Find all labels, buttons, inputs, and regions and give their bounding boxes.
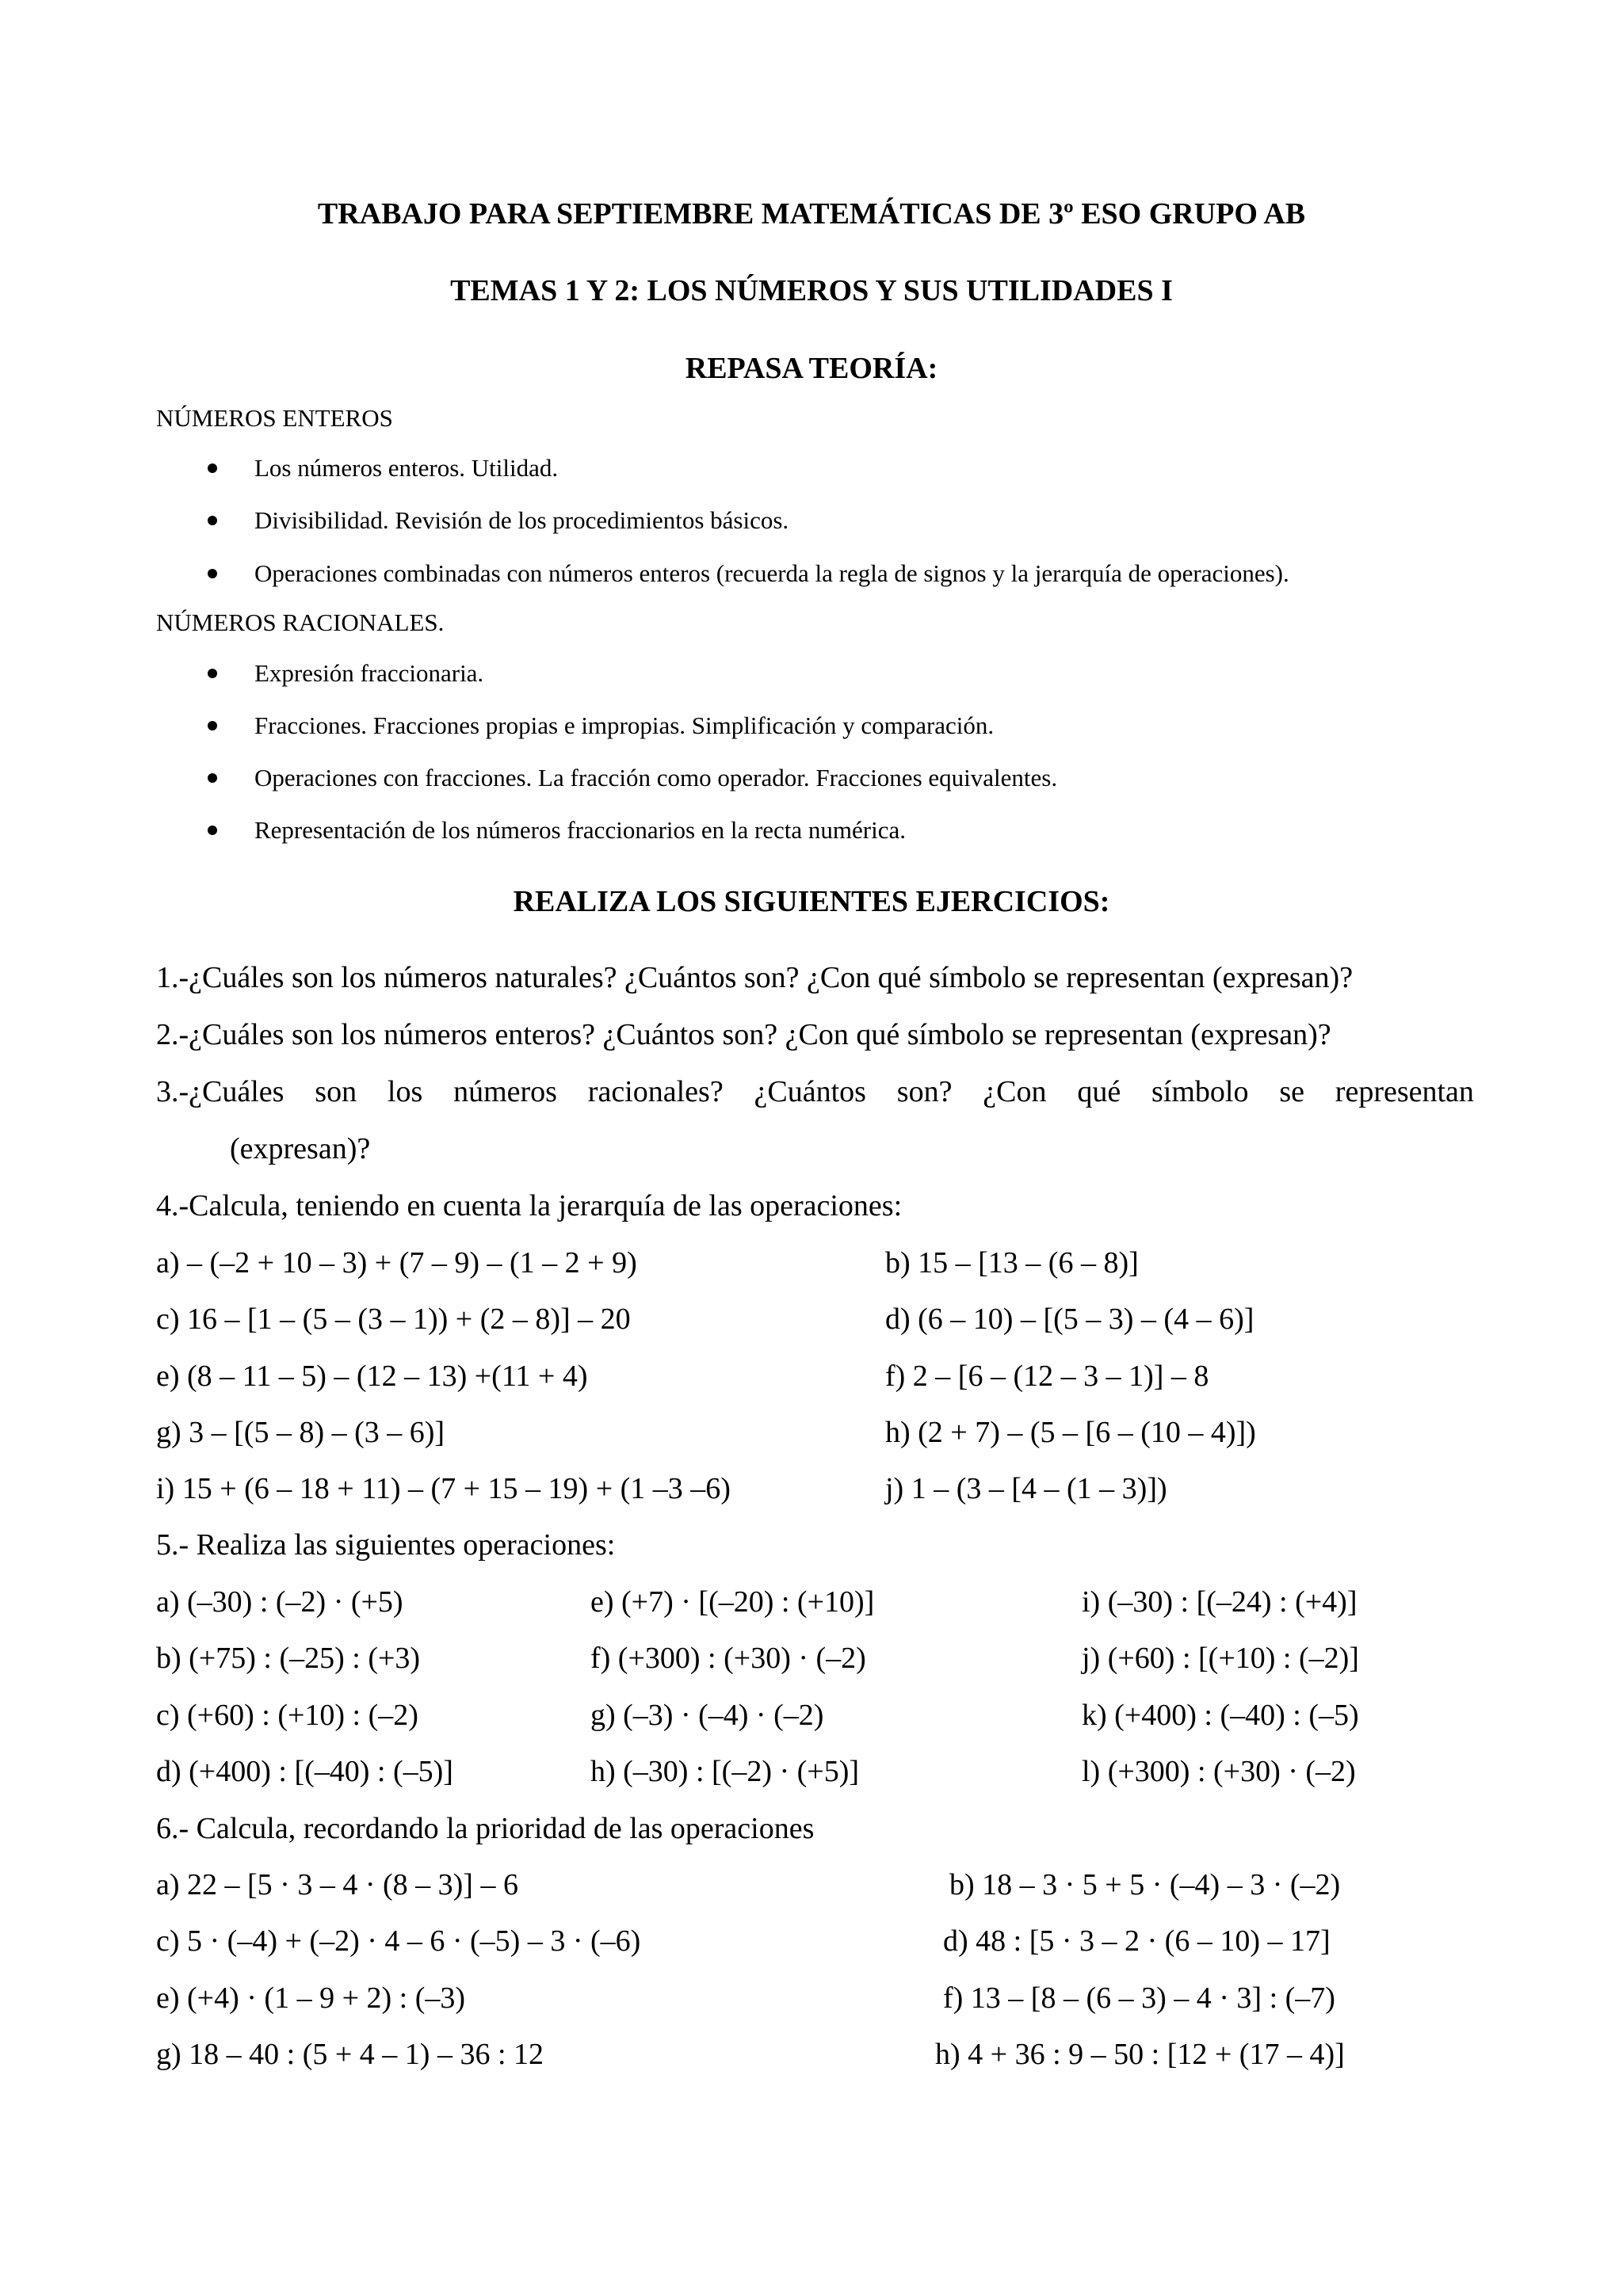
exercise-item: j) 1 – (3 – [4 – (1 – 3)]) bbox=[885, 1472, 1167, 1505]
exercise-item: a) (–30) : (–2) · (+5) bbox=[156, 1585, 403, 1619]
exercises-heading: REALIZA LOS SIGUIENTES EJERCICIOS: bbox=[513, 885, 1110, 918]
exercise-item: b) 18 – 3 · 5 + 5 · (–4) – 3 · (–2) bbox=[949, 1868, 1341, 1901]
question-5: 5.- Realiza las siguientes operaciones: bbox=[156, 1528, 616, 1562]
theory-heading: REPASA TEORÍA: bbox=[685, 352, 938, 385]
exercise-item: f) 13 – [8 – (6 – 3) – 4 · 3] : (–7) bbox=[943, 1981, 1335, 2015]
bullet-icon bbox=[208, 773, 217, 783]
question-3-word: se bbox=[1279, 1075, 1304, 1108]
exercise-item: b) (+75) : (–25) : (+3) bbox=[156, 1642, 421, 1675]
question-3-word: 3.-¿Cuáles bbox=[156, 1075, 285, 1108]
exercise-item: h) (–30) : [(–2) · (+5)] bbox=[590, 1755, 860, 1788]
question-2: 2.-¿Cuáles son los números enteros? ¿Cuántos son? ¿Con qué símbolo se representan (expresan)? bbox=[156, 1018, 1331, 1051]
exercise-item: b) 15 – [13 – (6 – 8)] bbox=[885, 1246, 1139, 1280]
exercise-item: d) (6 – 10) – [(5 – 3) – (4 – 6)] bbox=[885, 1302, 1254, 1336]
exercise-item: g) 18 – 40 : (5 + 4 – 1) – 36 : 12 bbox=[156, 2038, 544, 2071]
question-3-word: son bbox=[315, 1075, 357, 1108]
exercise-item: c) 5 · (–4) + (–2) · 4 – 6 · (–5) – 3 · (–6) bbox=[156, 1924, 641, 1958]
exercise-item: k) (+400) : (–40) : (–5) bbox=[1082, 1699, 1359, 1732]
question-3-word: qué bbox=[1077, 1075, 1121, 1108]
exercise-item: g) (–3) · (–4) · (–2) bbox=[590, 1699, 824, 1732]
bullet-icon bbox=[208, 721, 217, 730]
question-3-continuation: (expresan)? bbox=[230, 1132, 371, 1165]
exercise-item: f) (+300) : (+30) · (–2) bbox=[590, 1642, 866, 1675]
bullet-icon bbox=[208, 669, 217, 678]
question-3-word: ¿Cuántos bbox=[754, 1075, 866, 1108]
exercise-item: a) – (–2 + 10 – 3) + (7 – 9) – (1 – 2 + 9) bbox=[156, 1246, 637, 1280]
question-3-word: son? bbox=[896, 1075, 953, 1108]
question-3-word: los bbox=[387, 1075, 423, 1108]
question-3-word: ¿Con bbox=[983, 1075, 1047, 1108]
theory-item: Los números enteros. Utilidad. bbox=[254, 454, 559, 482]
theory-item: Fracciones. Fracciones propias e impropias. Simplificación y comparación. bbox=[254, 711, 995, 739]
exercise-item: j) (+60) : [(+10) : (–2)] bbox=[1082, 1642, 1359, 1675]
question-3-word: representan bbox=[1335, 1075, 1474, 1108]
question-3 bbox=[156, 1074, 1474, 1109]
exercise-item: a) 22 – [5 · 3 – 4 · (8 – 3)] – 6 bbox=[156, 1868, 518, 1901]
section-label-enteros: NÚMEROS ENTEROS bbox=[156, 404, 393, 432]
question-1: 1.-¿Cuáles son los números naturales? ¿Cuántos son? ¿Con qué símbolo se representan (expresan)? bbox=[156, 961, 1354, 994]
exercise-item: l) (+300) : (+30) · (–2) bbox=[1082, 1755, 1356, 1788]
theory-item: Expresión fraccionaria. bbox=[254, 659, 484, 687]
question-3-word: números bbox=[453, 1075, 557, 1108]
document-title: TRABAJO PARA SEPTIEMBRE MATEMÁTICAS DE 3º ESO GRUPO AB bbox=[317, 197, 1306, 231]
exercise-item: e) (+7) · [(–20) : (+10)] bbox=[590, 1585, 875, 1619]
question-4: 4.-Calcula, teniendo en cuenta la jerarquía de las operaciones: bbox=[156, 1189, 903, 1222]
bullet-icon bbox=[208, 826, 217, 835]
bullet-icon bbox=[208, 516, 217, 525]
document-subtitle: TEMAS 1 Y 2: LOS NÚMEROS Y SUS UTILIDADES I bbox=[450, 274, 1173, 307]
theory-item: Representación de los números fraccionarios en la recta numérica. bbox=[254, 816, 906, 844]
question-6: 6.- Calcula, recordando la prioridad de las operaciones bbox=[156, 1812, 815, 1845]
exercise-item: i) 15 + (6 – 18 + 11) – (7 + 15 – 19) + (1 –3 –6) bbox=[156, 1472, 731, 1505]
bullet-icon bbox=[208, 569, 217, 578]
question-3-word: símbolo bbox=[1151, 1075, 1249, 1108]
exercise-item: c) (+60) : (+10) : (–2) bbox=[156, 1699, 418, 1732]
question-3-word: racionales? bbox=[587, 1075, 724, 1108]
exercise-item: e) (8 – 11 – 5) – (12 – 13) +(11 + 4) bbox=[156, 1360, 588, 1393]
theory-item: Divisibilidad. Revisión de los procedimientos básicos. bbox=[254, 506, 789, 534]
theory-item: Operaciones con fracciones. La fracción como operador. Fracciones equivalentes. bbox=[254, 764, 1058, 791]
exercise-item: d) 48 : [5 · 3 – 2 · (6 – 10) – 17] bbox=[943, 1924, 1331, 1958]
exercise-item: h) 4 + 36 : 9 – 50 : [12 + (17 – 4)] bbox=[935, 2038, 1345, 2071]
exercise-item: e) (+4) · (1 – 9 + 2) : (–3) bbox=[156, 1981, 466, 2015]
exercise-item: f) 2 – [6 – (12 – 3 – 1)] – 8 bbox=[885, 1360, 1209, 1393]
theory-item: Operaciones combinadas con números enteros (recuerda la regla de signos y la jerarquía de operaciones). bbox=[254, 559, 1289, 587]
exercise-item: h) (2 + 7) – (5 – [6 – (10 – 4)]) bbox=[885, 1416, 1256, 1449]
exercise-item: c) 16 – [1 – (5 – (3 – 1)) + (2 – 8)] – 20 bbox=[156, 1302, 631, 1336]
bullet-icon bbox=[208, 463, 217, 473]
exercise-item: i) (–30) : [(–24) : (+4)] bbox=[1082, 1585, 1358, 1619]
section-label-racionales: NÚMEROS RACIONALES. bbox=[156, 608, 445, 636]
exercise-item: g) 3 – [(5 – 8) – (3 – 6)] bbox=[156, 1416, 445, 1449]
exercise-item: d) (+400) : [(–40) : (–5)] bbox=[156, 1755, 453, 1788]
